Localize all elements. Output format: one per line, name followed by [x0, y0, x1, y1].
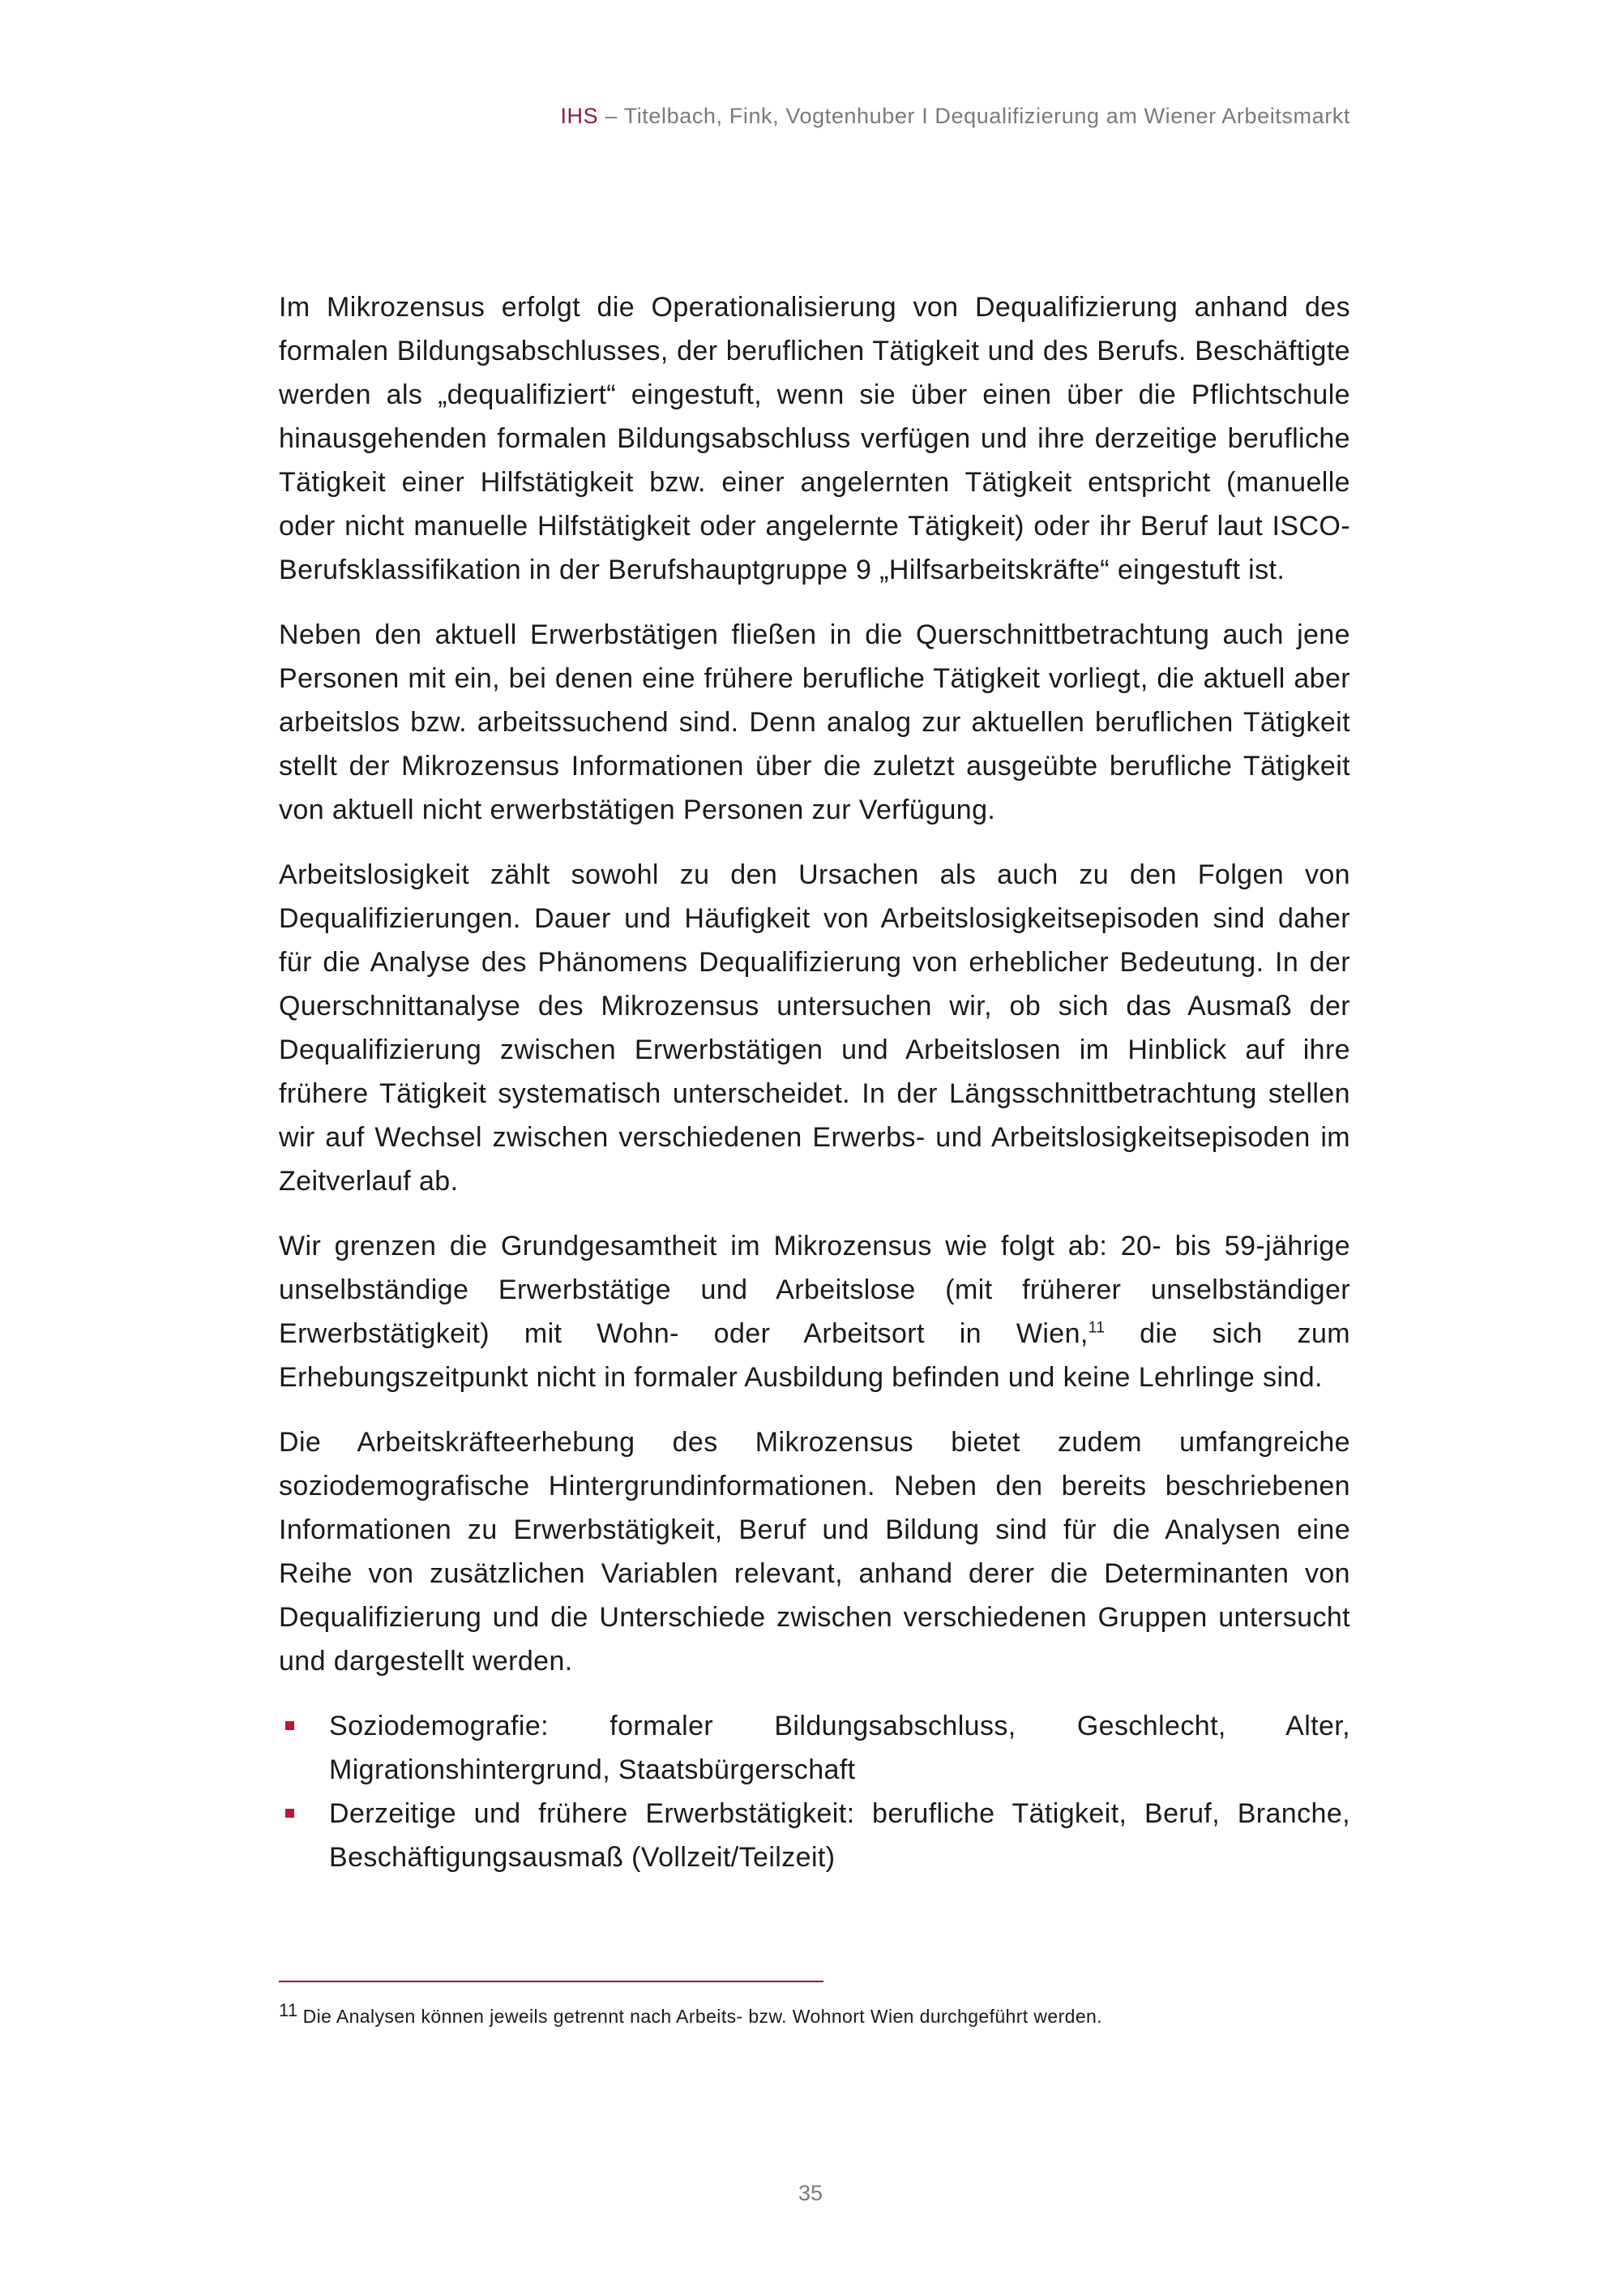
footnote-reference[interactable]: 11 — [1088, 1319, 1106, 1337]
paragraph-arbeitslosigkeit: Arbeitslosigkeit zählt sowohl zu den Ursachen als auch zu den Folgen von Dequalifizierungen. Dauer und Häufigkeit von Arbeitslosigkeitsepisoden sind daher für die Analyse des Phänomens Dequalifizierung von erheblicher Bedeutung. In der Querschnittanalyse des Mikrozensus untersuchen wir, ob sich das Ausmaß der Dequalifizierung zwischen Erwerbstätigen und Arbeitslosen im Hinblick auf ihre frühere Tätigkeit systematisch unterscheidet. In der Längsschnittbetrachtung stellen wir auf Wechsel zwischen verschiedenen Erwerbs- und Arbeitslosigkeitsepisoden im Zeitverlauf ab. — [279, 859, 1350, 1197]
page-number: 35 — [798, 2181, 823, 2205]
footnote-divider — [279, 1981, 823, 1982]
footnote-text: Die Analysen können jeweils getrennt nach Arbeits- bzw. Wohnort Wien durchgeführt werden. — [302, 2006, 1103, 2027]
footnote — [279, 1998, 1102, 2029]
variable-list — [279, 1704, 1350, 1879]
paragraph-hintergrundinformationen: Die Arbeitskräfteerhebung des Mikrozensus bietet zudem umfangreiche soziodemografische Hintergrundinformationen. Neben den bereits beschriebenen Informationen zu Erwerbstätigkeit, Beruf und Bildung sind für die Analysen eine Reihe von zusätzlichen Variablen relevant, anhand derer die Determinanten von Dequalifizierung und die Unterschiede zwischen verschiedenen Gruppen untersucht und dargestellt werden. — [279, 1427, 1350, 1677]
paragraph-grundgesamtheit — [279, 1224, 1350, 1399]
footnote-number: 11 — [279, 2000, 298, 2020]
grundgesamtheit-text-before: Wir grenzen die Grundgesamtheit im Mikrozensus wie folgt ab: 20- bis 59-jährige unselbständige Erwerbstätige und Arbeitslose (mit früherer unselbständiger Erwerbstätigkeit) mit Wohn- oder Arbeitsort in Wien, — [279, 1231, 1350, 1349]
main-text — [279, 285, 1350, 1879]
square-bullet-icon — [285, 1809, 294, 1818]
square-bullet-icon — [285, 1721, 294, 1730]
list-item-text: Derzeitige und frühere Erwerbstätigkeit: berufliche Tätigkeit, Beruf, Branche, Beschäftigungsausmaß (Vollzeit/Teilzeit) — [329, 1798, 1350, 1873]
running-header — [560, 104, 1350, 129]
list-item-text: Soziodemografie: formaler Bildungsabschluss, Geschlecht, Alter, Migrationshintergrund, Staatsbürgerschaft — [329, 1711, 1350, 1785]
list-item — [279, 1792, 1350, 1879]
list-item — [279, 1704, 1350, 1792]
grundgesamtheit-text-after: die sich zum Erhebungszeitpunkt nicht in formaler Ausbildung befinden und keine Lehrlinge sind. — [279, 1318, 1351, 1393]
header-text: – Titelbach, Fink, Vogtenhuber I Dequalifizierung am Wiener Arbeitsmarkt — [598, 104, 1350, 128]
header-brand: IHS — [560, 104, 599, 128]
paragraph-operationalisierung: Im Mikrozensus erfolgt die Operationalisierung von Dequalifizierung anhand des formalen Bildungsabschlusses, der beruflichen Tätigkeit und des Berufs. Beschäftigte werden als „dequalifiziert“ eingestuft, wenn sie über einen über die Pflichtschule hinausgehenden formalen Bildungsabschluss verfügen und ihre derzeitige berufliche Tätigkeit einer Hilfstätigkeit bzw. einer angelernten Tätigkeit entspricht (manuelle oder nicht manuelle Hilfstätigkeit oder angelernte Tätigkeit) oder ihr Beruf laut ISCO-Berufsklassifikation in der Berufshauptgruppe 9 „Hilfsarbeitskräfte“ eingestuft ist. — [279, 292, 1350, 585]
paragraph-querschnitt: Neben den aktuell Erwerbstätigen fließen in die Querschnittbetrachtung auch jene Personen mit ein, bei denen eine frühere berufliche Tätigkeit vorliegt, die aktuell aber arbeitslos bzw. arbeitssuchend sind. Denn analog zur aktuellen beruflichen Tätigkeit stellt der Mikrozensus Informationen über die zuletzt ausgeübte berufliche Tätigkeit von aktuell nicht erwerbstätigen Personen zur Verfügung. — [279, 619, 1350, 825]
